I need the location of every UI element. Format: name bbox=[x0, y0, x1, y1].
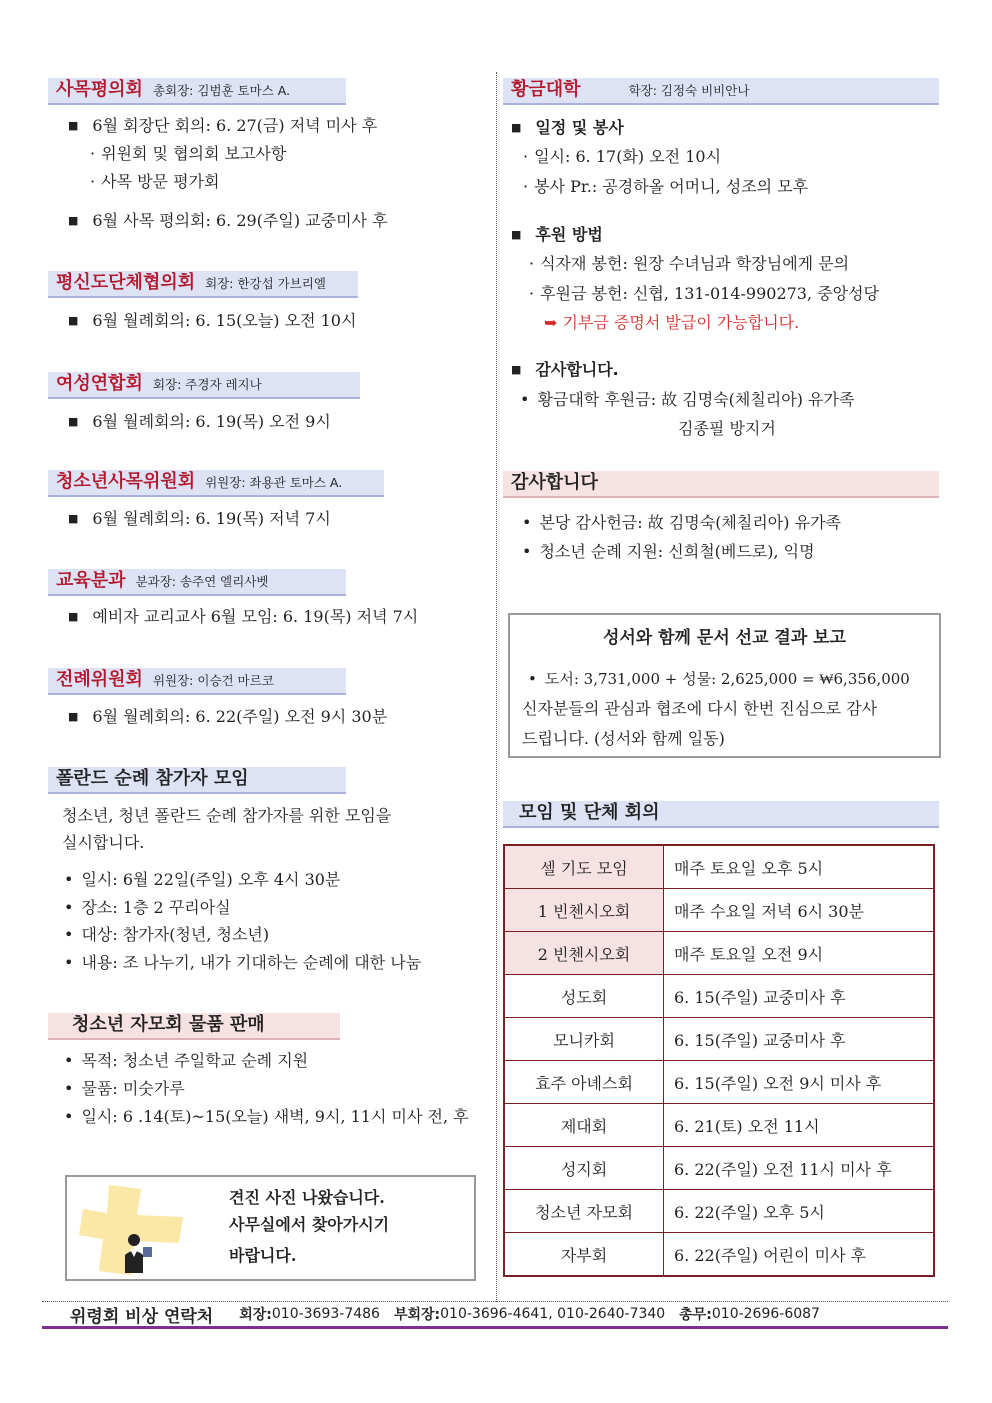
footer-label-president: 회장: bbox=[239, 1307, 272, 1323]
golden-university-header bbox=[503, 78, 939, 105]
table-row bbox=[504, 1233, 934, 1277]
golden-thanks-heading: ■ 감사합니다. bbox=[511, 359, 619, 383]
table-row bbox=[504, 1104, 934, 1147]
meeting-time: 매주 토요일 오전 9시 bbox=[664, 932, 935, 975]
meeting-time: 6. 21(토) 오전 11시 bbox=[664, 1104, 935, 1147]
table-row bbox=[504, 1147, 934, 1190]
youth-ministry-header bbox=[48, 470, 384, 497]
meeting-name: 성도회 bbox=[504, 975, 664, 1018]
meeting-name: 모니카회 bbox=[504, 1018, 664, 1061]
youth-item-1: ■ 6월 월례회의: 6. 19(목) 저녁 7시 bbox=[68, 508, 331, 532]
golden-schedule-date: · 일시: 6. 17(화) 오전 10시 bbox=[523, 146, 721, 168]
youth-sale-title: 청소년 자모회 물품 판매 bbox=[72, 1014, 265, 1035]
sale-date: • 일시: 6 .14(토)~15(오늘) 새벽, 9시, 11시 미사 전, 후 bbox=[64, 1106, 469, 1128]
sale-purpose: • 목적: 청소년 주일학교 순례 지원 bbox=[64, 1050, 308, 1072]
bible-report-amounts: • 도서: 3,731,000 + 성물: 2,625,000 = ₩6,356,000 bbox=[528, 668, 910, 690]
meeting-name: 효주 아녜스회 bbox=[504, 1061, 664, 1104]
laity-item-1: ■ 6월 월례회의: 6. 15(오늘) 오전 10시 bbox=[68, 310, 356, 334]
meeting-name: 제대회 bbox=[504, 1104, 664, 1147]
meeting-name: 1 빈첸시오회 bbox=[504, 889, 664, 932]
meeting-name: 성지회 bbox=[504, 1147, 664, 1190]
meeting-time: 6. 22(주일) 오후 5시 bbox=[664, 1190, 935, 1233]
sale-item: • 물품: 미숫가루 bbox=[64, 1078, 185, 1100]
meetings-title: 모임 및 단체 회의 bbox=[519, 802, 660, 823]
thanks-line-1: • 본당 감사헌금: 故 김명숙(체칠리아) 유가족 bbox=[522, 512, 841, 534]
golden-university-title: 황금대학 bbox=[511, 79, 581, 100]
golden-university-dean: 학장: 김정숙 비비안나 bbox=[628, 83, 750, 98]
bible-report-box bbox=[508, 613, 941, 758]
youth-ministry-chair: 위원장: 좌용관 토마스 A. bbox=[205, 475, 343, 490]
bible-report-title: 성서와 함께 문서 선교 결과 보고 bbox=[602, 628, 847, 648]
golden-schedule-service: · 봉사 Pr.: 공경하올 어머니, 성조의 모후 bbox=[523, 176, 808, 198]
poland-target: • 대상: 참가자(청년, 청소년) bbox=[64, 924, 269, 946]
liturgy-header bbox=[48, 668, 346, 695]
women-assoc-title: 여성연합회 bbox=[56, 373, 143, 394]
footer-label-vice: 부회장: bbox=[393, 1307, 441, 1323]
laity-council-title: 평신도단체협의회 bbox=[56, 272, 196, 293]
golden-schedule-heading: ■ 일정 및 봉사 bbox=[511, 117, 624, 141]
education-chair: 분과장: 송주연 엘리사벳 bbox=[135, 574, 269, 589]
golden-support-heading: ■ 후원 방법 bbox=[511, 224, 603, 248]
table-row bbox=[504, 1018, 934, 1061]
table-row bbox=[504, 1061, 934, 1104]
pastoral-council-header bbox=[48, 78, 346, 105]
footer-phone-president: 010-3693-7486 bbox=[271, 1306, 380, 1322]
poland-pilgrimage-title: 폴란드 순례 참가자 모임 bbox=[56, 768, 249, 789]
column-divider bbox=[496, 72, 497, 1302]
confirmation-photo-notice bbox=[65, 1175, 476, 1281]
poland-intro-2: 실시합니다. bbox=[62, 833, 145, 852]
poland-pilgrimage-header bbox=[48, 767, 346, 794]
photo-notice-line-2: 사무실에서 찾아가시기 bbox=[229, 1215, 390, 1234]
table-row bbox=[504, 932, 934, 975]
liturgy-title: 전례위원회 bbox=[56, 669, 143, 690]
photo-notice-line-1: 견진 사진 나왔습니다. bbox=[229, 1188, 385, 1207]
footer-label-secretary: 총무: bbox=[679, 1307, 712, 1323]
meetings-table bbox=[503, 844, 935, 1277]
pastoral-council-president: 총회장: 김범훈 토마스 A. bbox=[152, 83, 291, 98]
poland-date: • 일시: 6월 22일(주일) 오후 4시 30분 bbox=[64, 869, 340, 891]
cross-person-icon bbox=[79, 1185, 197, 1275]
meeting-time: 매주 토요일 오후 5시 bbox=[664, 845, 935, 889]
pastoral-item-2: ■ 6월 사목 평의회: 6. 29(주일) 교중미사 후 bbox=[68, 210, 388, 234]
meeting-name: 자부회 bbox=[504, 1233, 664, 1277]
golden-thanks-line-2: 김종필 방지거 bbox=[678, 419, 776, 438]
meeting-time: 매주 수요일 저녁 6시 30분 bbox=[664, 889, 935, 932]
golden-receipt-note bbox=[544, 312, 799, 334]
footer-phone-vice: 010-3696-4641, 010-2640-7340 bbox=[440, 1306, 666, 1322]
meetings-header bbox=[503, 801, 939, 828]
laity-council-president: 회장: 한강섭 가브리엘 bbox=[205, 276, 326, 291]
women-item-1: ■ 6월 월례회의: 6. 19(목) 오전 9시 bbox=[68, 411, 331, 435]
footer-title: 위령회 비상 연락처 bbox=[70, 1306, 214, 1327]
footer-phone-secretary: 010-2696-6087 bbox=[711, 1306, 820, 1322]
meeting-time: 6. 22(주일) 어린이 미사 후 bbox=[664, 1233, 935, 1277]
golden-support-food: · 식자재 봉헌: 원장 수녀님과 학장님에게 문의 bbox=[529, 253, 849, 275]
golden-support-money: · 후원금 봉헌: 신협, 131-014-990273, 중앙성당 bbox=[529, 283, 879, 305]
bible-report-thanks-2: 드립니다. (성서와 함께 일동) bbox=[522, 729, 725, 748]
meeting-time: 6. 15(주일) 교중미사 후 bbox=[664, 975, 935, 1018]
thanks-header bbox=[503, 471, 939, 498]
youth-ministry-title: 청소년사목위원회 bbox=[56, 471, 196, 492]
poland-content: • 내용: 조 나누기, 내가 기대하는 순례에 대한 나눔 bbox=[64, 952, 421, 974]
meeting-name: 청소년 자모회 bbox=[504, 1190, 664, 1233]
emergency-contact-footer bbox=[42, 1301, 948, 1329]
women-assoc-header bbox=[48, 372, 360, 399]
thanks-line-2: • 청소년 순례 지원: 신희철(베드로), 익명 bbox=[522, 541, 815, 563]
meeting-time: 6. 15(주일) 교중미사 후 bbox=[664, 1018, 935, 1061]
education-item-1: ■ 예비자 교리교사 6월 모임: 6. 19(목) 저녁 7시 bbox=[68, 606, 418, 630]
arrow-right-icon: ➥ bbox=[544, 313, 563, 332]
poland-place: • 장소: 1층 2 꾸리아실 bbox=[64, 897, 231, 919]
pastoral-subitem-1: · 위원회 및 협의회 보고사항 bbox=[90, 143, 286, 165]
youth-sale-header bbox=[48, 1013, 340, 1040]
education-title: 교육분과 bbox=[56, 570, 126, 591]
meeting-name: 2 빈첸시오회 bbox=[504, 932, 664, 975]
liturgy-item-1: ■ 6월 월례회의: 6. 22(주일) 오전 9시 30분 bbox=[68, 706, 387, 730]
table-row bbox=[504, 889, 934, 932]
liturgy-chair: 위원장: 이승건 마르코 bbox=[152, 673, 274, 688]
pastoral-item-1: ■ 6월 회장단 회의: 6. 27(금) 저녁 미사 후 bbox=[68, 115, 377, 139]
women-assoc-president: 회장: 주경자 레지나 bbox=[152, 377, 262, 392]
table-row bbox=[504, 1190, 934, 1233]
poland-intro-1: 청소년, 청년 폴란드 순례 참가자를 위한 모임을 bbox=[62, 806, 392, 825]
bible-report-thanks-1: 신자분들의 관심과 협조에 다시 한번 진심으로 감사 bbox=[522, 699, 878, 718]
pastoral-council-title: 사목평의회 bbox=[56, 79, 143, 100]
golden-thanks-line-1: • 황금대학 후원금: 故 김명숙(체칠리아) 유가족 bbox=[520, 389, 854, 411]
meeting-time: 6. 22(주일) 오전 11시 미사 후 bbox=[664, 1147, 935, 1190]
meeting-time: 6. 15(주일) 오전 9시 미사 후 bbox=[664, 1061, 935, 1104]
table-row bbox=[504, 975, 934, 1018]
table-row bbox=[504, 845, 934, 889]
laity-council-header bbox=[48, 271, 358, 298]
pastoral-subitem-2: · 사목 방문 평가회 bbox=[90, 171, 219, 193]
thanks-title: 감사합니다 bbox=[511, 472, 598, 493]
meeting-name: 셀 기도 모임 bbox=[504, 845, 664, 889]
golden-receipt-text: 기부금 증명서 발급이 가능합니다. bbox=[562, 313, 800, 332]
education-header bbox=[48, 569, 346, 596]
photo-notice-line-3: 바랍니다. bbox=[229, 1246, 297, 1265]
